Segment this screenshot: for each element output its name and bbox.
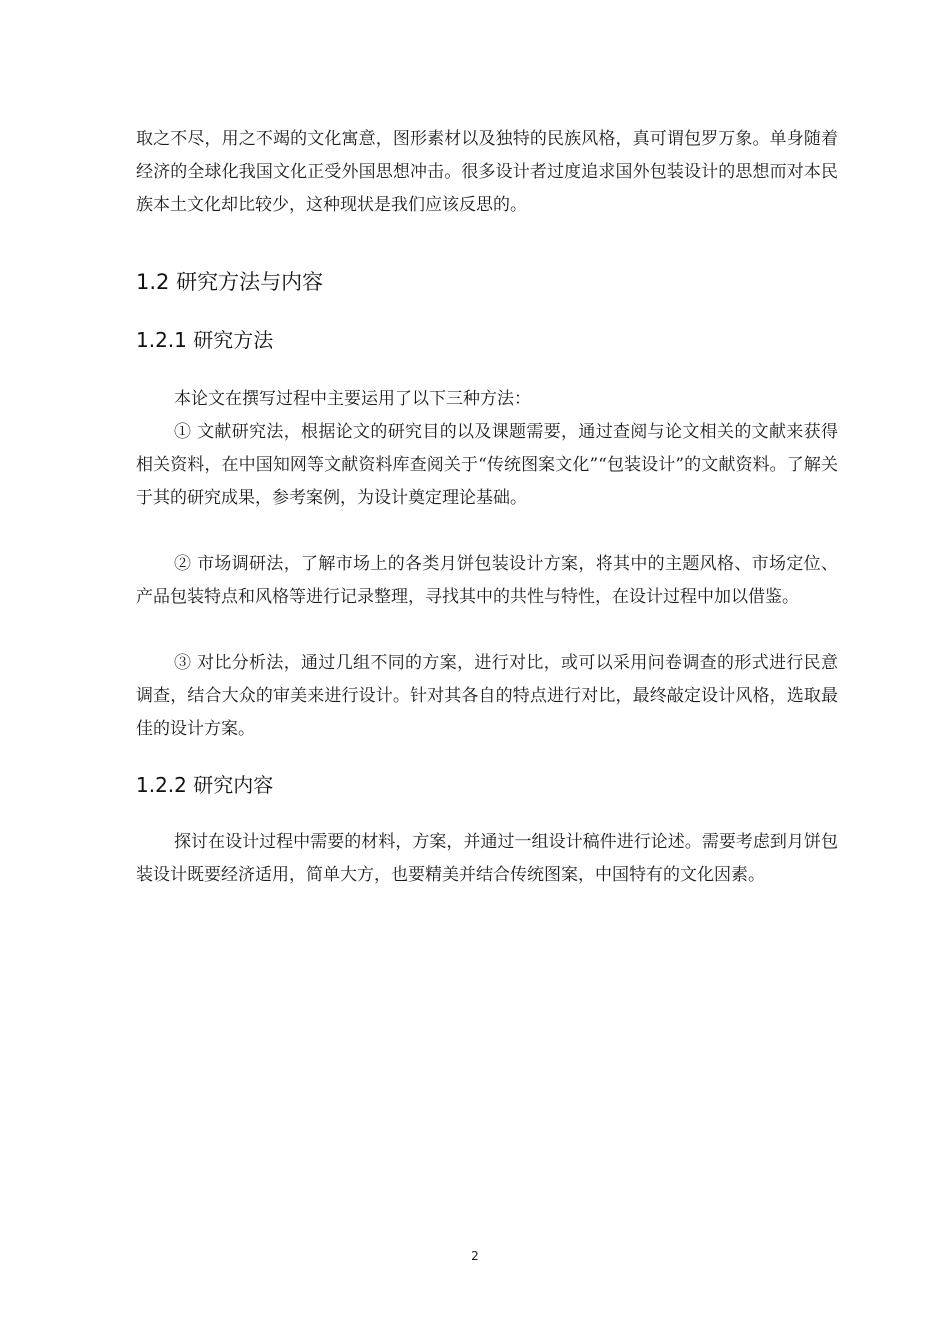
section-heading-1-2: 1.2 研究方法与内容 [136,270,324,294]
section-heading-1-2-1: 1.2.1 研究方法 [136,328,274,352]
research-content-paragraph: 探讨在设计过程中需要的材料，方案，并通过一组设计稿件进行论述。需要考虑到月饼包装设计既要经济适用，简单大方，也要精美并结合传统图案，中国特有的文化因素。 [136,832,838,885]
intro-paragraph: 取之不尽，用之不竭的文化寓意，图形素材以及独特的民族风格，真可谓包罗万象。单身随着经济的全球化我国文化正受外国思想冲击。很多设计者过度追求国外包装设计的思想而对本民族本土文化却比较少，这种现状是我们应该反思的。 [136,129,838,215]
method-market-research-paragraph: ② 市场调研法，了解市场上的各类月饼包装设计方案，将其中的主题风格、市场定位、产品包装特点和风格等进行记录整理，寻找其中的共性与特性，在设计过程中加以借鉴。 [136,554,838,607]
method-comparative-analysis-paragraph: ③ 对比分析法，通过几组不同的方案，进行对比，或可以采用问卷调查的形式进行民意调查，结合大众的审美来进行设计。针对其各自的特点进行对比，最终敲定设计风格，选取最佳的设计方案。 [136,653,838,739]
method-literature-paragraph: ① 文献研究法，根据论文的研究目的以及课题需要，通过查阅与论文相关的文献来获得相关资料，在中国知网等文献资料库查阅关于“传统图案文化”“包装设计”的文献资料。了解关于其的研究成果，参考案例，为设计奠定理论基础。 [136,422,838,508]
methods-intro-paragraph: 本论文在撰写过程中主要运用了以下三种方法： [174,389,531,409]
page-number: 2 [471,1249,479,1263]
section-heading-1-2-2: 1.2.2 研究内容 [136,773,274,797]
